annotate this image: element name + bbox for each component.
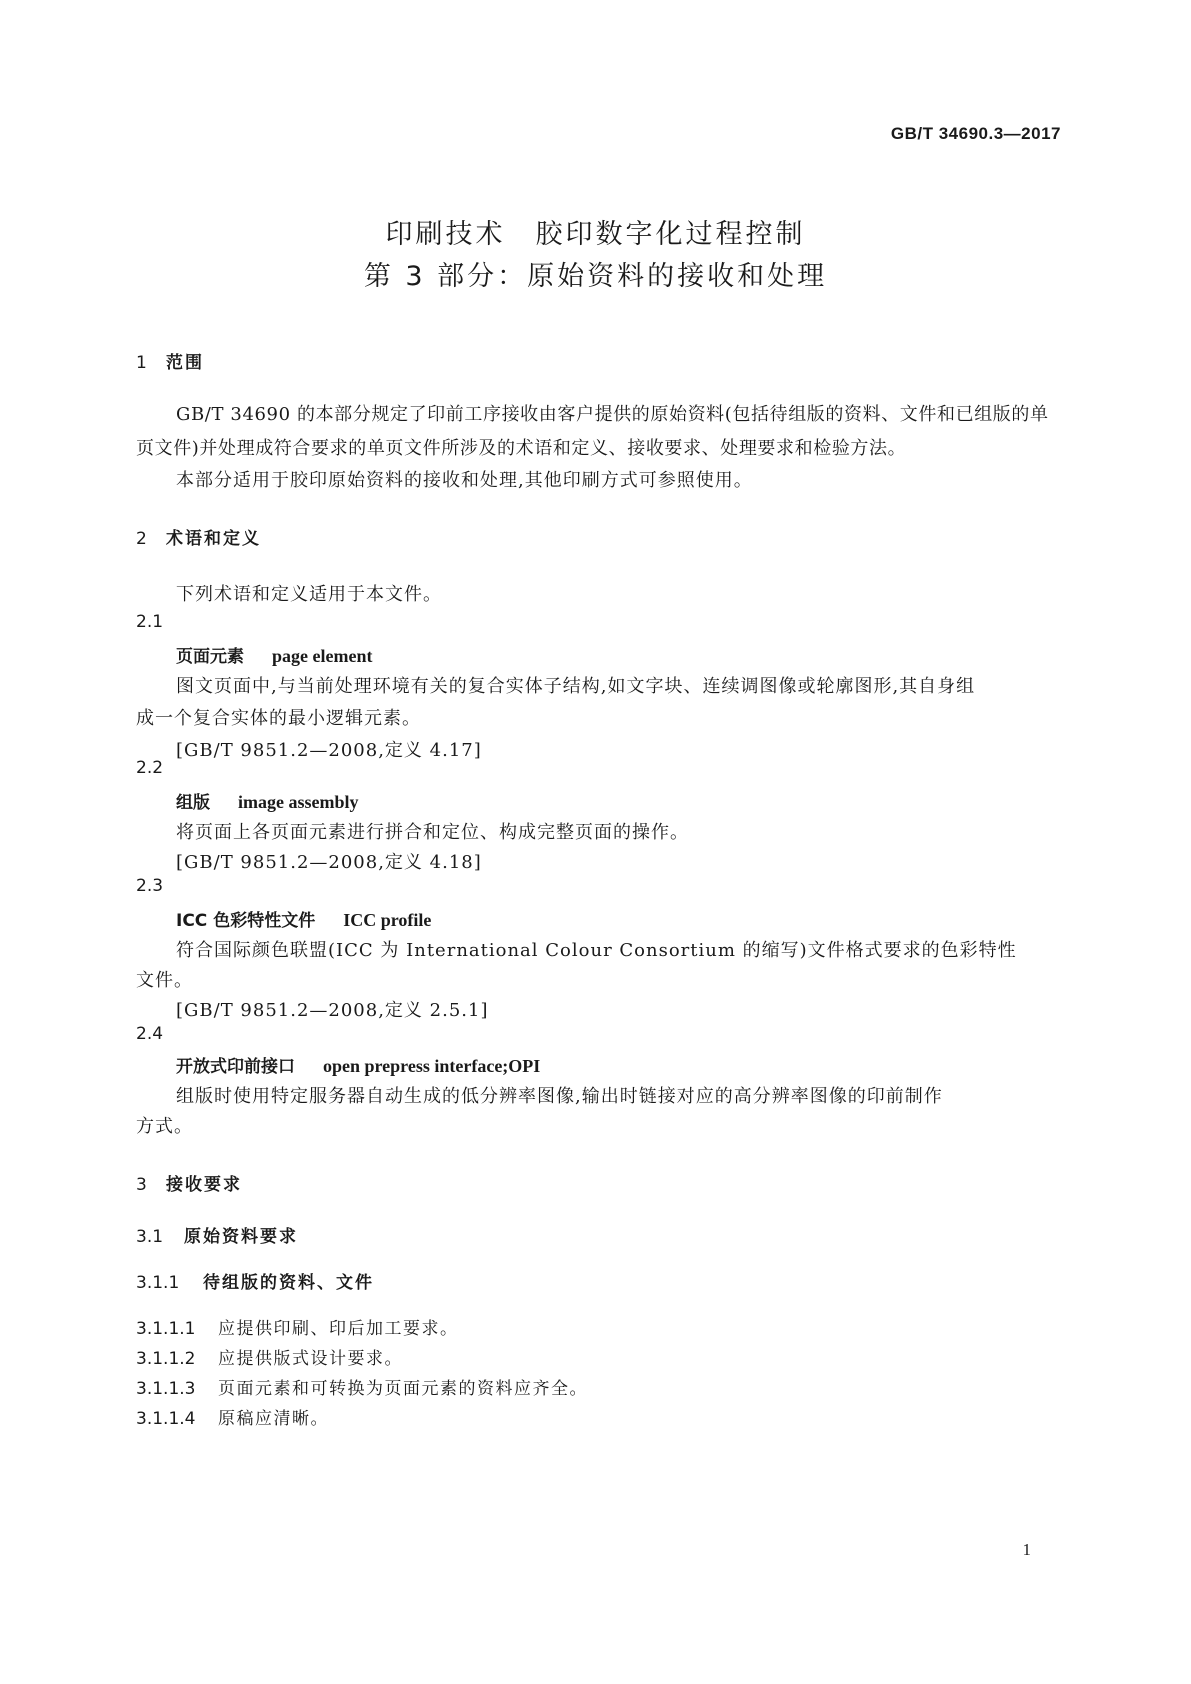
section-title: 接收要求 bbox=[166, 1175, 242, 1195]
term-definition: 图文页面中,与当前处理环境有关的复合实体子结构,如文字块、连续调图像或轮廓图形,其自身组 bbox=[176, 676, 976, 697]
term-en: open prepress interface;OPI bbox=[323, 1056, 541, 1076]
term-number: 2.4 bbox=[136, 1024, 164, 1044]
list-item bbox=[136, 1404, 329, 1429]
term-cn: 开放式印前接口 bbox=[176, 1057, 295, 1077]
scope-paragraph-1 bbox=[136, 398, 1061, 466]
term-number: 2.3 bbox=[136, 876, 164, 896]
term-source: [GB/T 9851.2—2008,定义 4.18] bbox=[176, 852, 482, 873]
paragraph-text: GB/T 34690 的本部分规定了印前工序接收由客户提供的原始资料(包括待组版的资料、文件和已组版的单页文件)并处理成符合要求的单页文件所涉及的术语和定义、接收要求、处理要求和检验方法。 bbox=[136, 404, 1049, 459]
scope-paragraph-2: 本部分适用于胶印原始资料的接收和处理,其他印刷方式可参照使用。 bbox=[176, 470, 753, 491]
item-number: 3.1.1.2 bbox=[136, 1349, 196, 1369]
section-number: 1 bbox=[136, 353, 147, 373]
list-item bbox=[136, 1344, 403, 1369]
section-3-heading bbox=[136, 1170, 242, 1195]
term-en: ICC profile bbox=[343, 910, 432, 930]
term-cn: 页面元素 bbox=[176, 647, 244, 667]
term-en: page element bbox=[272, 646, 373, 666]
term-source: [GB/T 9851.2—2008,定义 4.17] bbox=[176, 740, 482, 761]
term-definition: 将页面上各页面元素进行拼合和定位、构成完整页面的操作。 bbox=[176, 822, 689, 843]
term-source: [GB/T 9851.2—2008,定义 2.5.1] bbox=[176, 1000, 489, 1021]
term-definition: 符合国际颜色联盟(ICC 为 International Colour Consortium 的缩写)文件格式要求的色彩特性 bbox=[176, 940, 1017, 961]
item-number: 3.1.1.1 bbox=[136, 1319, 196, 1339]
term-number: 2.2 bbox=[136, 758, 164, 778]
item-number: 3.1.1.4 bbox=[136, 1409, 196, 1429]
term-cn: ICC 色彩特性文件 bbox=[176, 911, 316, 931]
term-en: image assembly bbox=[238, 792, 359, 812]
item-text: 应提供印刷、印后加工要求。 bbox=[218, 1319, 459, 1339]
term-definition: 组版时使用特定服务器自动生成的低分辨率图像,输出时链接对应的高分辨率图像的印前制作 bbox=[176, 1086, 943, 1107]
term-heading bbox=[176, 642, 372, 667]
document-title-line1: 印刷技术 胶印数字化过程控制 bbox=[385, 219, 806, 250]
page-number: 1 bbox=[1022, 1540, 1031, 1559]
item-text: 原稿应清晰。 bbox=[218, 1409, 329, 1429]
section-number: 3.1 bbox=[136, 1227, 164, 1247]
section-title: 术语和定义 bbox=[166, 529, 261, 549]
item-text: 应提供版式设计要求。 bbox=[218, 1349, 403, 1369]
section-number: 3 bbox=[136, 1175, 147, 1195]
term-definition-cont: 方式。 bbox=[136, 1116, 193, 1137]
section-2-heading bbox=[136, 524, 261, 549]
item-number: 3.1.1.3 bbox=[136, 1379, 196, 1399]
term-definition-cont: 成一个复合实体的最小逻辑元素。 bbox=[136, 708, 421, 729]
item-text: 页面元素和可转换为页面元素的资料应齐全。 bbox=[218, 1379, 588, 1399]
subsection-3-1-heading bbox=[136, 1222, 298, 1247]
standard-number: GB/T 34690.3—2017 bbox=[890, 124, 1061, 143]
subsection-3-1-1-heading bbox=[136, 1268, 374, 1293]
term-heading bbox=[176, 788, 359, 813]
document-title-line2: 第 3 部分：原始资料的接收和处理 bbox=[363, 261, 828, 292]
section-number: 2 bbox=[136, 529, 147, 549]
term-definition-cont: 文件。 bbox=[136, 970, 193, 991]
section-1-heading bbox=[136, 348, 204, 373]
term-cn: 组版 bbox=[176, 793, 210, 813]
list-item bbox=[136, 1374, 588, 1399]
section-number: 3.1.1 bbox=[136, 1273, 180, 1293]
terms-intro: 下列术语和定义适用于本文件。 bbox=[176, 584, 442, 605]
section-title: 范围 bbox=[166, 353, 204, 373]
section-title: 原始资料要求 bbox=[184, 1227, 298, 1247]
term-heading bbox=[176, 1052, 540, 1077]
list-item bbox=[136, 1314, 459, 1339]
term-number: 2.1 bbox=[136, 612, 164, 632]
term-heading bbox=[176, 906, 431, 931]
section-title: 待组版的资料、文件 bbox=[203, 1273, 374, 1293]
